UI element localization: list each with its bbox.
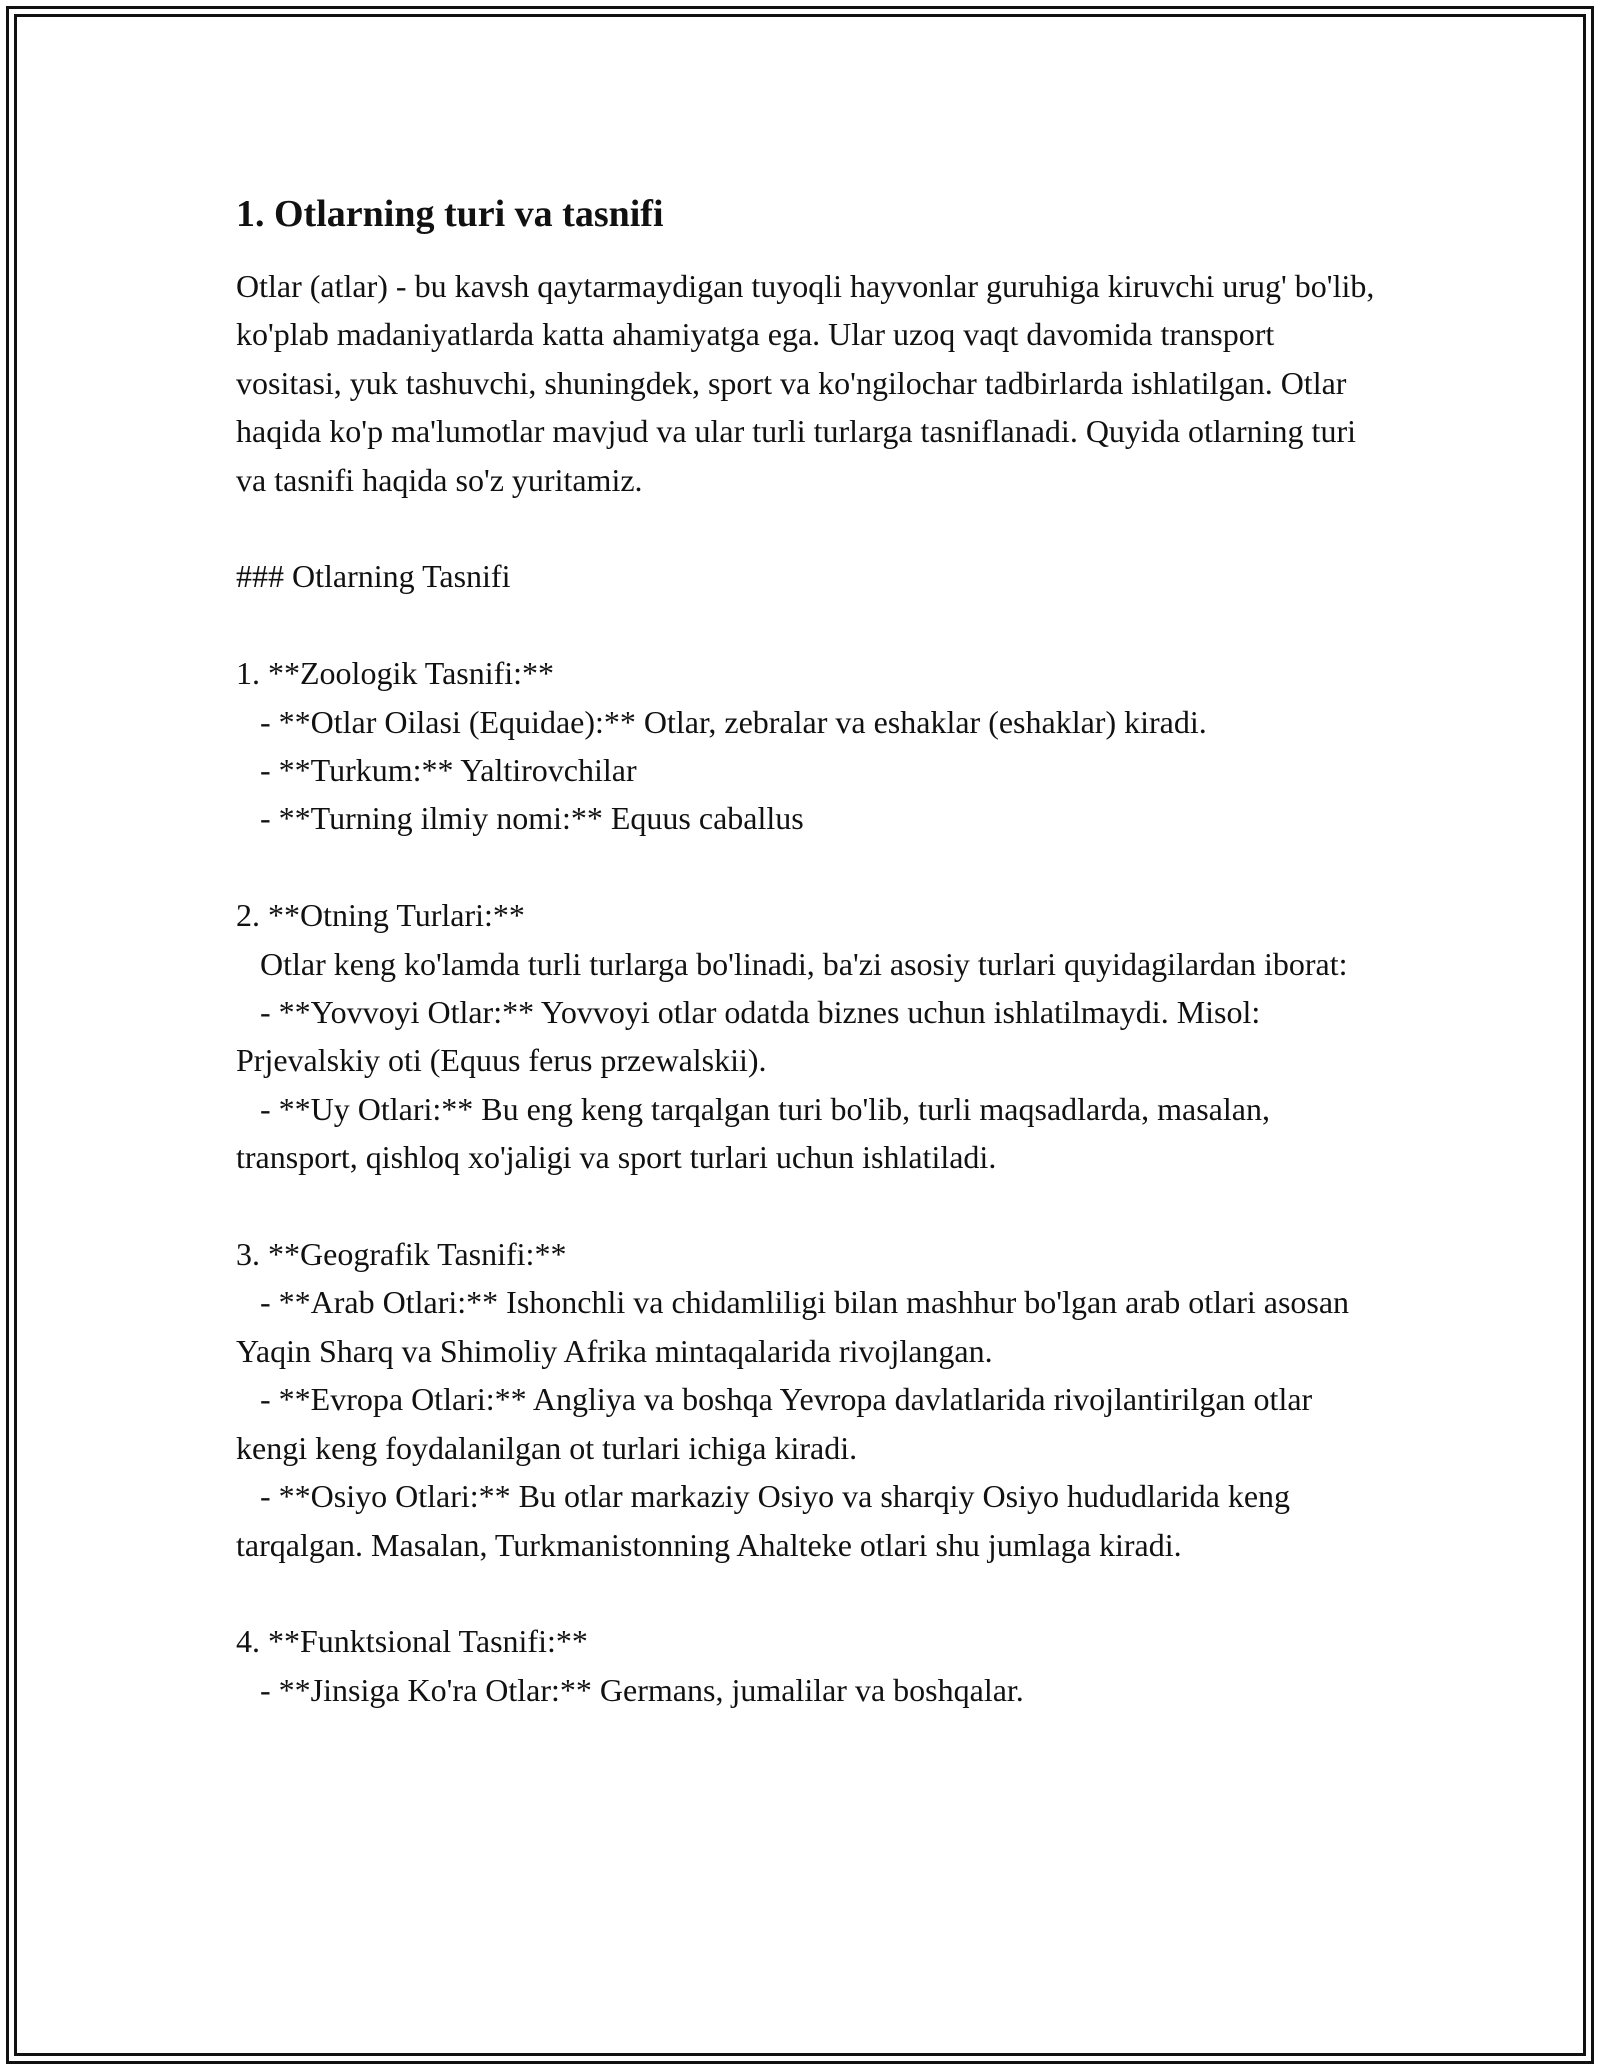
list-item: - **Jinsiga Ko'ra Otlar:** Germans, jumalilar va boshqalar. <box>236 1671 1024 1708</box>
spacer <box>236 601 1386 649</box>
list-item: - **Evropa Otlari:** Angliya va boshqa Yevropa davlatlarida rivojlantirilgan otlar kengi keng foydalanilgan ot turlari ichiga kiradi. <box>236 1381 1321 1466</box>
section-heading: 4. **Funktsional Tasnifi:** <box>236 1623 588 1660</box>
list-item: - **Turkum:** Yaltirovchilar <box>236 752 637 789</box>
section-intro: Otlar keng ko'lamda turli turlarga bo'linadi, ba'zi asosiy turlari quyidagilardan iborat: <box>236 945 1348 982</box>
section-functional <box>236 1617 1386 1714</box>
list-item: - **Otlar Oilasi (Equidae):** Otlar, zebralar va eshaklar (eshaklar) kiradi. <box>236 703 1207 740</box>
section-types <box>236 891 1386 1181</box>
spacer <box>236 1182 1386 1230</box>
spacer <box>236 843 1386 891</box>
document-title: 1. Otlarning turi va tasnifi <box>236 193 664 235</box>
spacer <box>236 1569 1386 1617</box>
spacer <box>236 504 1386 552</box>
list-item: - **Turning ilmiy nomi:** Equus caballus <box>236 800 804 837</box>
section-geographic <box>236 1230 1386 1569</box>
section-heading: 2. **Otning Turlari:** <box>236 897 525 934</box>
document-body <box>236 190 1386 1714</box>
section-heading: 3. **Geografik Tasnifi:** <box>236 1236 567 1273</box>
list-item: - **Uy Otlari:** Bu eng keng tarqalgan turi bo'lib, turli maqsadlarda, masalan, transport, qishloq xo'jaligi va sport turlari uchun ishlatiladi. <box>236 1090 1278 1176</box>
section-heading: 1. **Zoologik Tasnifi:** <box>236 655 555 692</box>
list-item: - **Arab Otlari:** Ishonchli va chidamliligi bilan mashhur bo'lgan arab otlari asosan Yaqin Sharq va Shimoliy Afrika mintaqalarida rivojlangan. <box>236 1284 1356 1369</box>
subheading: ### Otlarning Tasnifi <box>236 558 511 595</box>
list-item: - **Yovvoyi Otlar:** Yovvoyi otlar odatda biznes uchun ishlatilmaydi. Misol: Prjevalskiy oti (Equus ferus przewalskii). <box>236 994 1269 1079</box>
list-item: - **Osiyo Otlari:** Bu otlar markaziy Osiyo va sharqiy Osiyo hududlarida keng tarqalgan. Masalan, Turkmanistonning Ahalteke otlari shu jumlaga kiradi. <box>236 1478 1299 1563</box>
section-zoological <box>236 649 1386 843</box>
intro-paragraph: Otlar (atlar) - bu kavsh qaytarmaydigan tuyoqli hayvonlar guruhiga kiruvchi urug' bo'lib, ko'plab madaniyatlarda katta ahamiyatga ega. Ular uzoq vaqt davomida transport vositasi, yuk tashuvchi, shuningdek, sport va ko'ngilochar tadbirlarda ishlatilgan. Otlar haqida ko'p ma'lumotlar mavjud va ular turli turlarga tasniflanadi. Quyida otlarning turi va tasnifi haqida so'z yuritamiz. <box>236 268 1383 498</box>
